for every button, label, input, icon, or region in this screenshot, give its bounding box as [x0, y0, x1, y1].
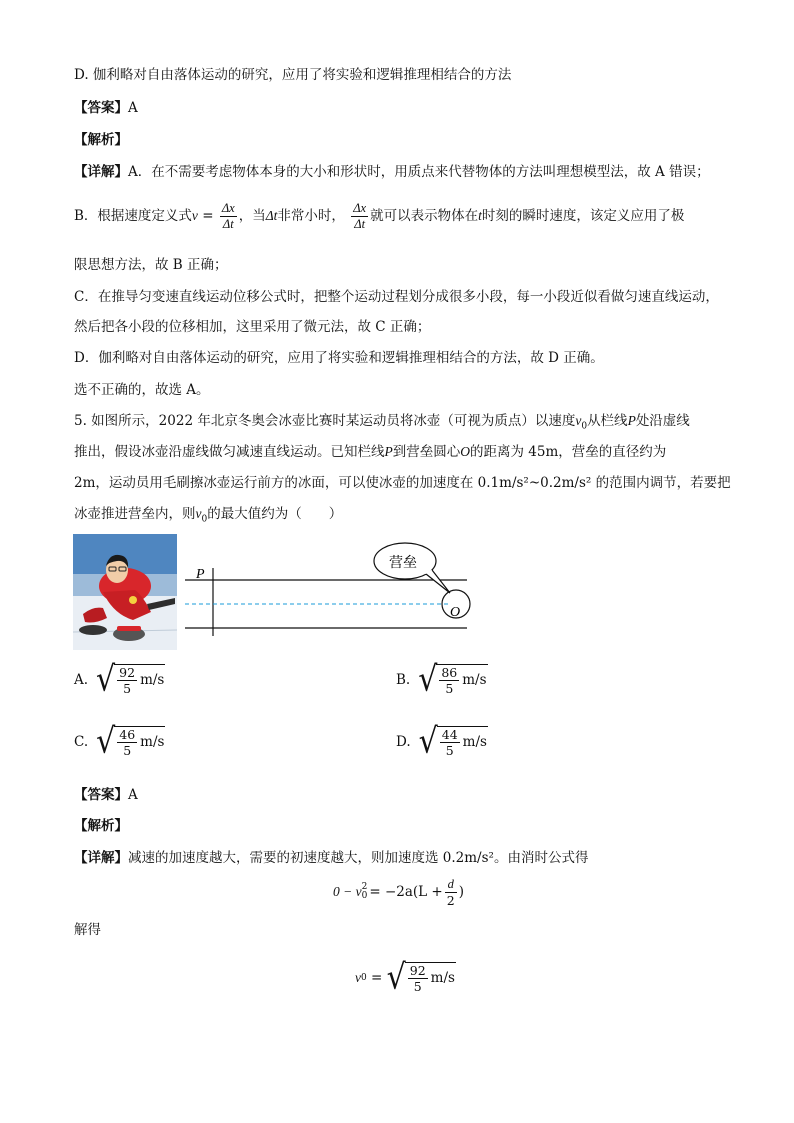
q5-line2-mid: 到营垒圆心: [392, 444, 461, 460]
q5-detail: [74, 849, 588, 867]
option-d-text: D. 伽利略对自由落体运动的研究，应用了将实验和逻辑推理相结合的方法: [74, 67, 512, 83]
eq1-mid: = −2a(L +: [369, 884, 443, 900]
v0-symbol: v: [195, 506, 202, 521]
detail-b-post1: 就可以表示物体在: [370, 208, 479, 224]
v0-sub: 0: [201, 514, 208, 525]
sqrt-num: 92: [119, 665, 136, 680]
solve-label: 解得: [74, 922, 101, 938]
frac-den: Δt: [354, 217, 366, 231]
q5-line3: 2m，运动员用毛刷擦冰壶运行前方的冰面，可以使冰壶的加速度在 0.1m/s²~0.2m/s² 的范围内调节，若要把: [74, 475, 731, 491]
detail-d: D．伽利略对自由落体运动的研究，应用了将实验和逻辑推理相结合的方法，故 D 正确。: [74, 350, 604, 366]
p-symbol: P: [627, 413, 636, 428]
velocity-symbol: v: [191, 208, 198, 223]
sqrt: √ $\frac{46}{5}$ m/s: [96, 721, 165, 762]
eq1-den: 2: [446, 892, 455, 908]
equation-1: [333, 872, 464, 912]
q5-line2-post: 的距离为 45m，营垒的直径约为: [470, 444, 667, 460]
sqrt-num: 44: [441, 727, 458, 742]
curler-photo-art: [73, 534, 177, 650]
detail-b2: 限思想方法，故 B 正确；: [74, 257, 228, 273]
eq1-sub: 0: [361, 891, 368, 901]
q5-line2: [74, 443, 666, 461]
q5-detail-text: 减速的加速度越大，需要的初速度越大，则加速度选 0.2m/s²。由消时公式得: [128, 850, 589, 866]
bubble-text: 营垒: [389, 555, 417, 571]
frac-num: Δx: [221, 201, 235, 215]
q5-line1-post: 处沿虚线: [635, 413, 690, 429]
label-o: O: [450, 605, 461, 620]
q5-analysis-tag: 【解析】: [74, 818, 128, 834]
bubble-pointer: [426, 570, 450, 593]
velocity-fraction-1: [220, 201, 237, 232]
eq1-sq: 2: [361, 882, 368, 892]
sqrt: √ $\frac{86}{5}$ m/s: [418, 659, 487, 700]
t-symbol: t: [478, 208, 482, 223]
eq1-num: d: [445, 877, 457, 893]
detail-b-post2: 时刻的瞬时速度，该定义应用了极: [481, 208, 685, 224]
option-a[interactable]: [74, 659, 165, 700]
eq2-sub: 0: [361, 973, 367, 983]
q5-line1-mid: 从栏线: [587, 413, 628, 429]
option-label: C.: [74, 734, 89, 750]
eq2-v: v: [355, 970, 361, 985]
q5-line4: [74, 505, 342, 529]
v0-symbol: v: [575, 413, 582, 428]
detail-tag: 【详解】: [74, 850, 128, 866]
sqrt-den: 5: [445, 681, 454, 696]
q5-line4-pre: 冰壶推进营垒内，则: [74, 506, 196, 522]
eq2-unit: m/s: [430, 970, 455, 986]
answer-value: A: [128, 787, 138, 803]
eq2-eq: =: [366, 970, 387, 986]
answer-value: A: [128, 100, 138, 116]
eq2-num: 92: [409, 963, 426, 978]
option-d[interactable]: [396, 721, 488, 762]
velocity-fraction-2: [351, 201, 368, 232]
analysis-tag: 【解析】: [74, 132, 128, 148]
equation-2: [355, 956, 456, 1000]
eq2-den: 5: [413, 979, 422, 994]
sqrt-num: 86: [441, 665, 458, 680]
sqrt-num: 46: [119, 727, 136, 742]
detail-c1: C．在推导匀变速直线运动位移公式时，把整个运动过程划分成很多小段，每一小段近似看做匀速直线运动，: [74, 289, 719, 305]
unit: m/s: [140, 672, 165, 688]
option-label: D.: [396, 734, 411, 750]
unit: m/s: [140, 734, 165, 750]
detail-b-mid1: ，当: [238, 208, 266, 224]
curling-diagram: [180, 536, 480, 640]
q5-answer-line: [74, 786, 138, 804]
sqrt-den: 5: [445, 743, 454, 758]
o-symbol: O: [460, 444, 470, 459]
detail-tag: 【详解】: [74, 164, 128, 180]
q5-line4-post: 的最大值约为（ ）: [207, 506, 343, 522]
unit: m/s: [462, 734, 487, 750]
option-b[interactable]: [396, 659, 488, 700]
q5-line1: [74, 412, 690, 436]
option-label: B.: [396, 672, 411, 688]
q5-line2-pre: 推出，假设冰壶沿虚线做匀减速直线运动。已知栏线: [74, 444, 385, 460]
detail-a-text: A．在不需要考虑物体本身的大小和形状时，用质点来代替物体的方法叫理想模型法，故 A 错误；: [128, 164, 710, 180]
eq1-frac: [445, 877, 457, 908]
detail-b-mid2: 非常小时，: [277, 208, 345, 224]
v0-sub: 0: [581, 421, 588, 432]
q5-line1-pre: 5. 如图所示，2022 年北京冬奥会冰壶比赛时某运动员将冰壶（可视为质点）以速度: [74, 413, 576, 429]
option-c[interactable]: [74, 721, 165, 762]
delta-t: Δt: [265, 208, 278, 223]
eq1-left: 0 − v: [333, 884, 362, 899]
sqrt: √ $\frac{92}{5}$ m/s: [96, 659, 165, 700]
sqrt-den: 5: [123, 743, 132, 758]
conclusion: 选不正确的，故选 A。: [74, 382, 210, 398]
detail-b: B．根据速度定义式v = $\frac{\Delta x}{\Delta t}$ ，当Δt非常小时， $\frac{\Delta x}{\Delta t}$ 就可以表示物体在t时刻的瞬时速度，该定义应用了极: [74, 201, 685, 231]
detail-b-pre: B．根据速度定义式: [74, 208, 192, 224]
unit: m/s: [462, 672, 487, 688]
detail-a: [74, 163, 710, 181]
p-symbol: P: [384, 444, 393, 459]
eq2-sqrt: √ $\frac{92}{5}$ m/s: [386, 957, 455, 998]
answer-line: [74, 99, 138, 117]
sqrt: √ $\frac{44}{5}$ m/s: [418, 721, 487, 762]
sqrt-den: 5: [123, 681, 132, 696]
label-p: P: [196, 567, 205, 582]
answer-tag: 【答案】: [74, 787, 128, 803]
frac-num: Δx: [353, 201, 367, 215]
frac-den: Δt: [222, 217, 234, 231]
answer-tag: 【答案】: [74, 100, 128, 116]
detail-c2: 然后把各小段的位移相加，这里采用了微元法，故 C 正确；: [74, 319, 431, 335]
option-label: A.: [74, 672, 89, 688]
curler-photo: [73, 534, 177, 650]
eq1-end: ): [458, 884, 464, 900]
